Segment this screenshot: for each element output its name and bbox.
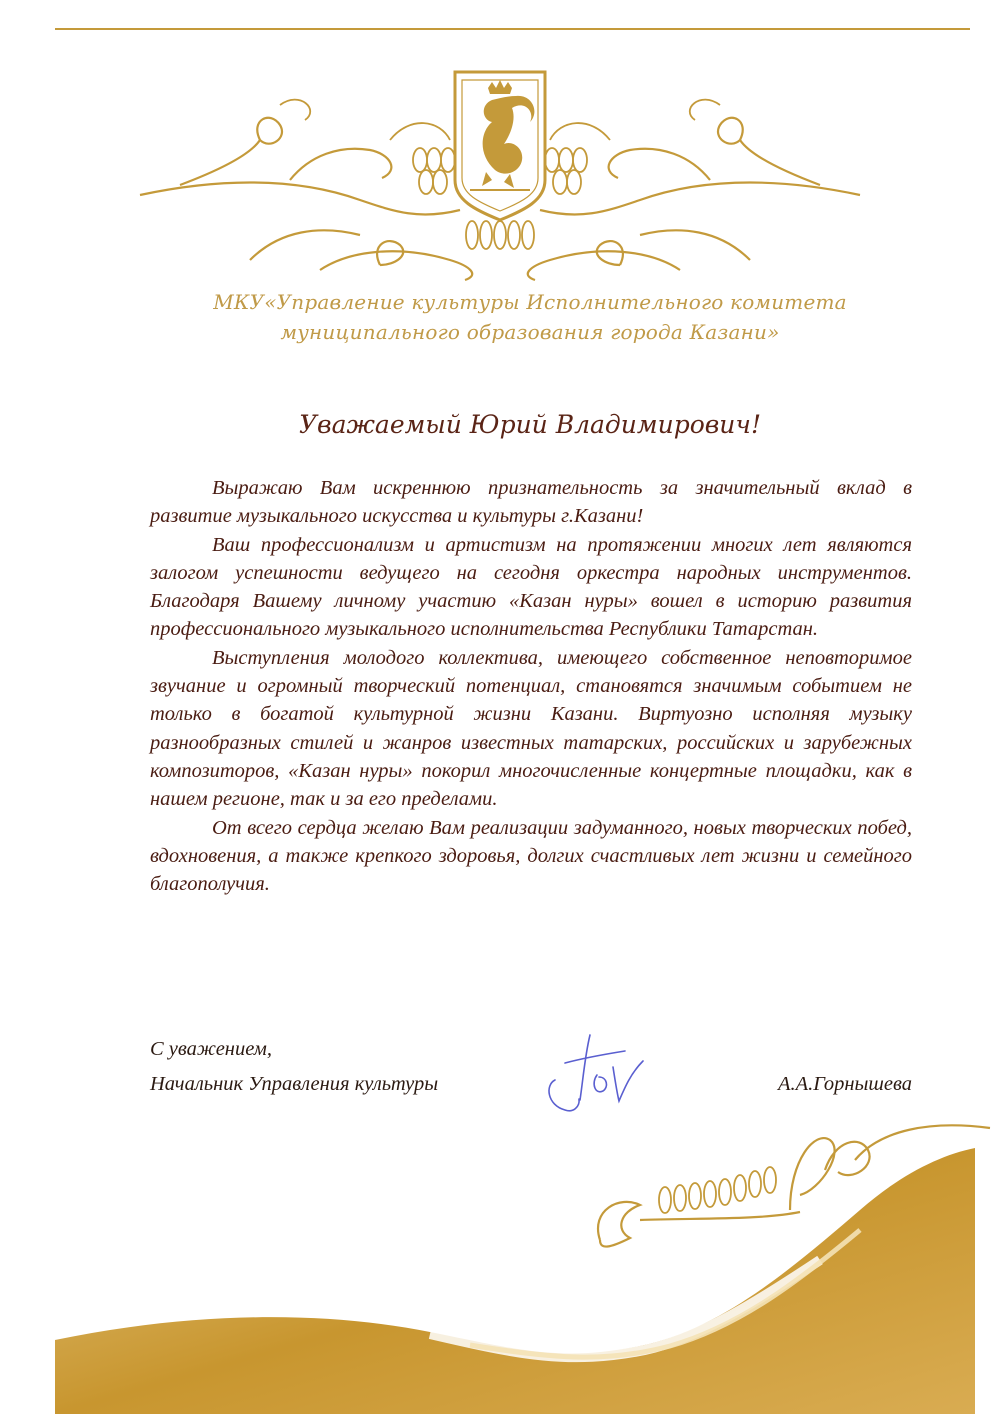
closing-phrase: С уважением,	[150, 1038, 273, 1060]
paragraph-4: От всего сердца желаю Вам реализации задуманного, новых творческих побед, вдохновения, а также крепкого здоровья, долгих счастливых лет жизни и семейного благополучия.	[150, 816, 912, 896]
paragraph-3: Выступления молодого коллектива, имеющего собственное неповторимое звучание и огромный творческий потенциал, становятся значимым событием не только в богатой культурной жизни Казани. Виртуозно исполняя музыку разнообразных стилей и жанров известных татарских, российских и зарубежных композиторов, «Казан нуры» покорил многочисленные концертные площадки, как в нашем регионе, так и за его пределами.	[150, 646, 912, 811]
top-gold-rule	[55, 28, 970, 30]
signer-name: А.А.Горнышева	[777, 1073, 912, 1095]
org-line-1: МКУ«Управление культуры Исполнительного комитета	[213, 290, 847, 314]
paragraph-2: Ваш профессионализм и артистизм на протяжении многих лет являются залогом успешности ведущего на сегодня оркестра народных инструментов. Благодаря Вашему личному участию «Казан нуры» вошел в историю развития профессионального музыкального исполнительства Республики Татарстан.	[150, 533, 912, 641]
organization-header	[150, 287, 910, 347]
kazan-coat-of-arms-icon	[455, 72, 545, 220]
org-line-2: муниципального образования города Казани»	[280, 320, 780, 344]
bottom-ornament	[0, 1100, 1000, 1414]
header-ornament	[120, 60, 880, 290]
paragraph-1: Выражаю Вам искреннюю признательность за значительный вклад в развитие музыкального искусства и культуры г.Казани!	[150, 477, 912, 528]
signer-position: Начальник Управления культуры	[150, 1073, 439, 1095]
letter-body	[150, 474, 912, 898]
salutation: Уважаемый Юрий Владимирович!	[298, 410, 762, 439]
